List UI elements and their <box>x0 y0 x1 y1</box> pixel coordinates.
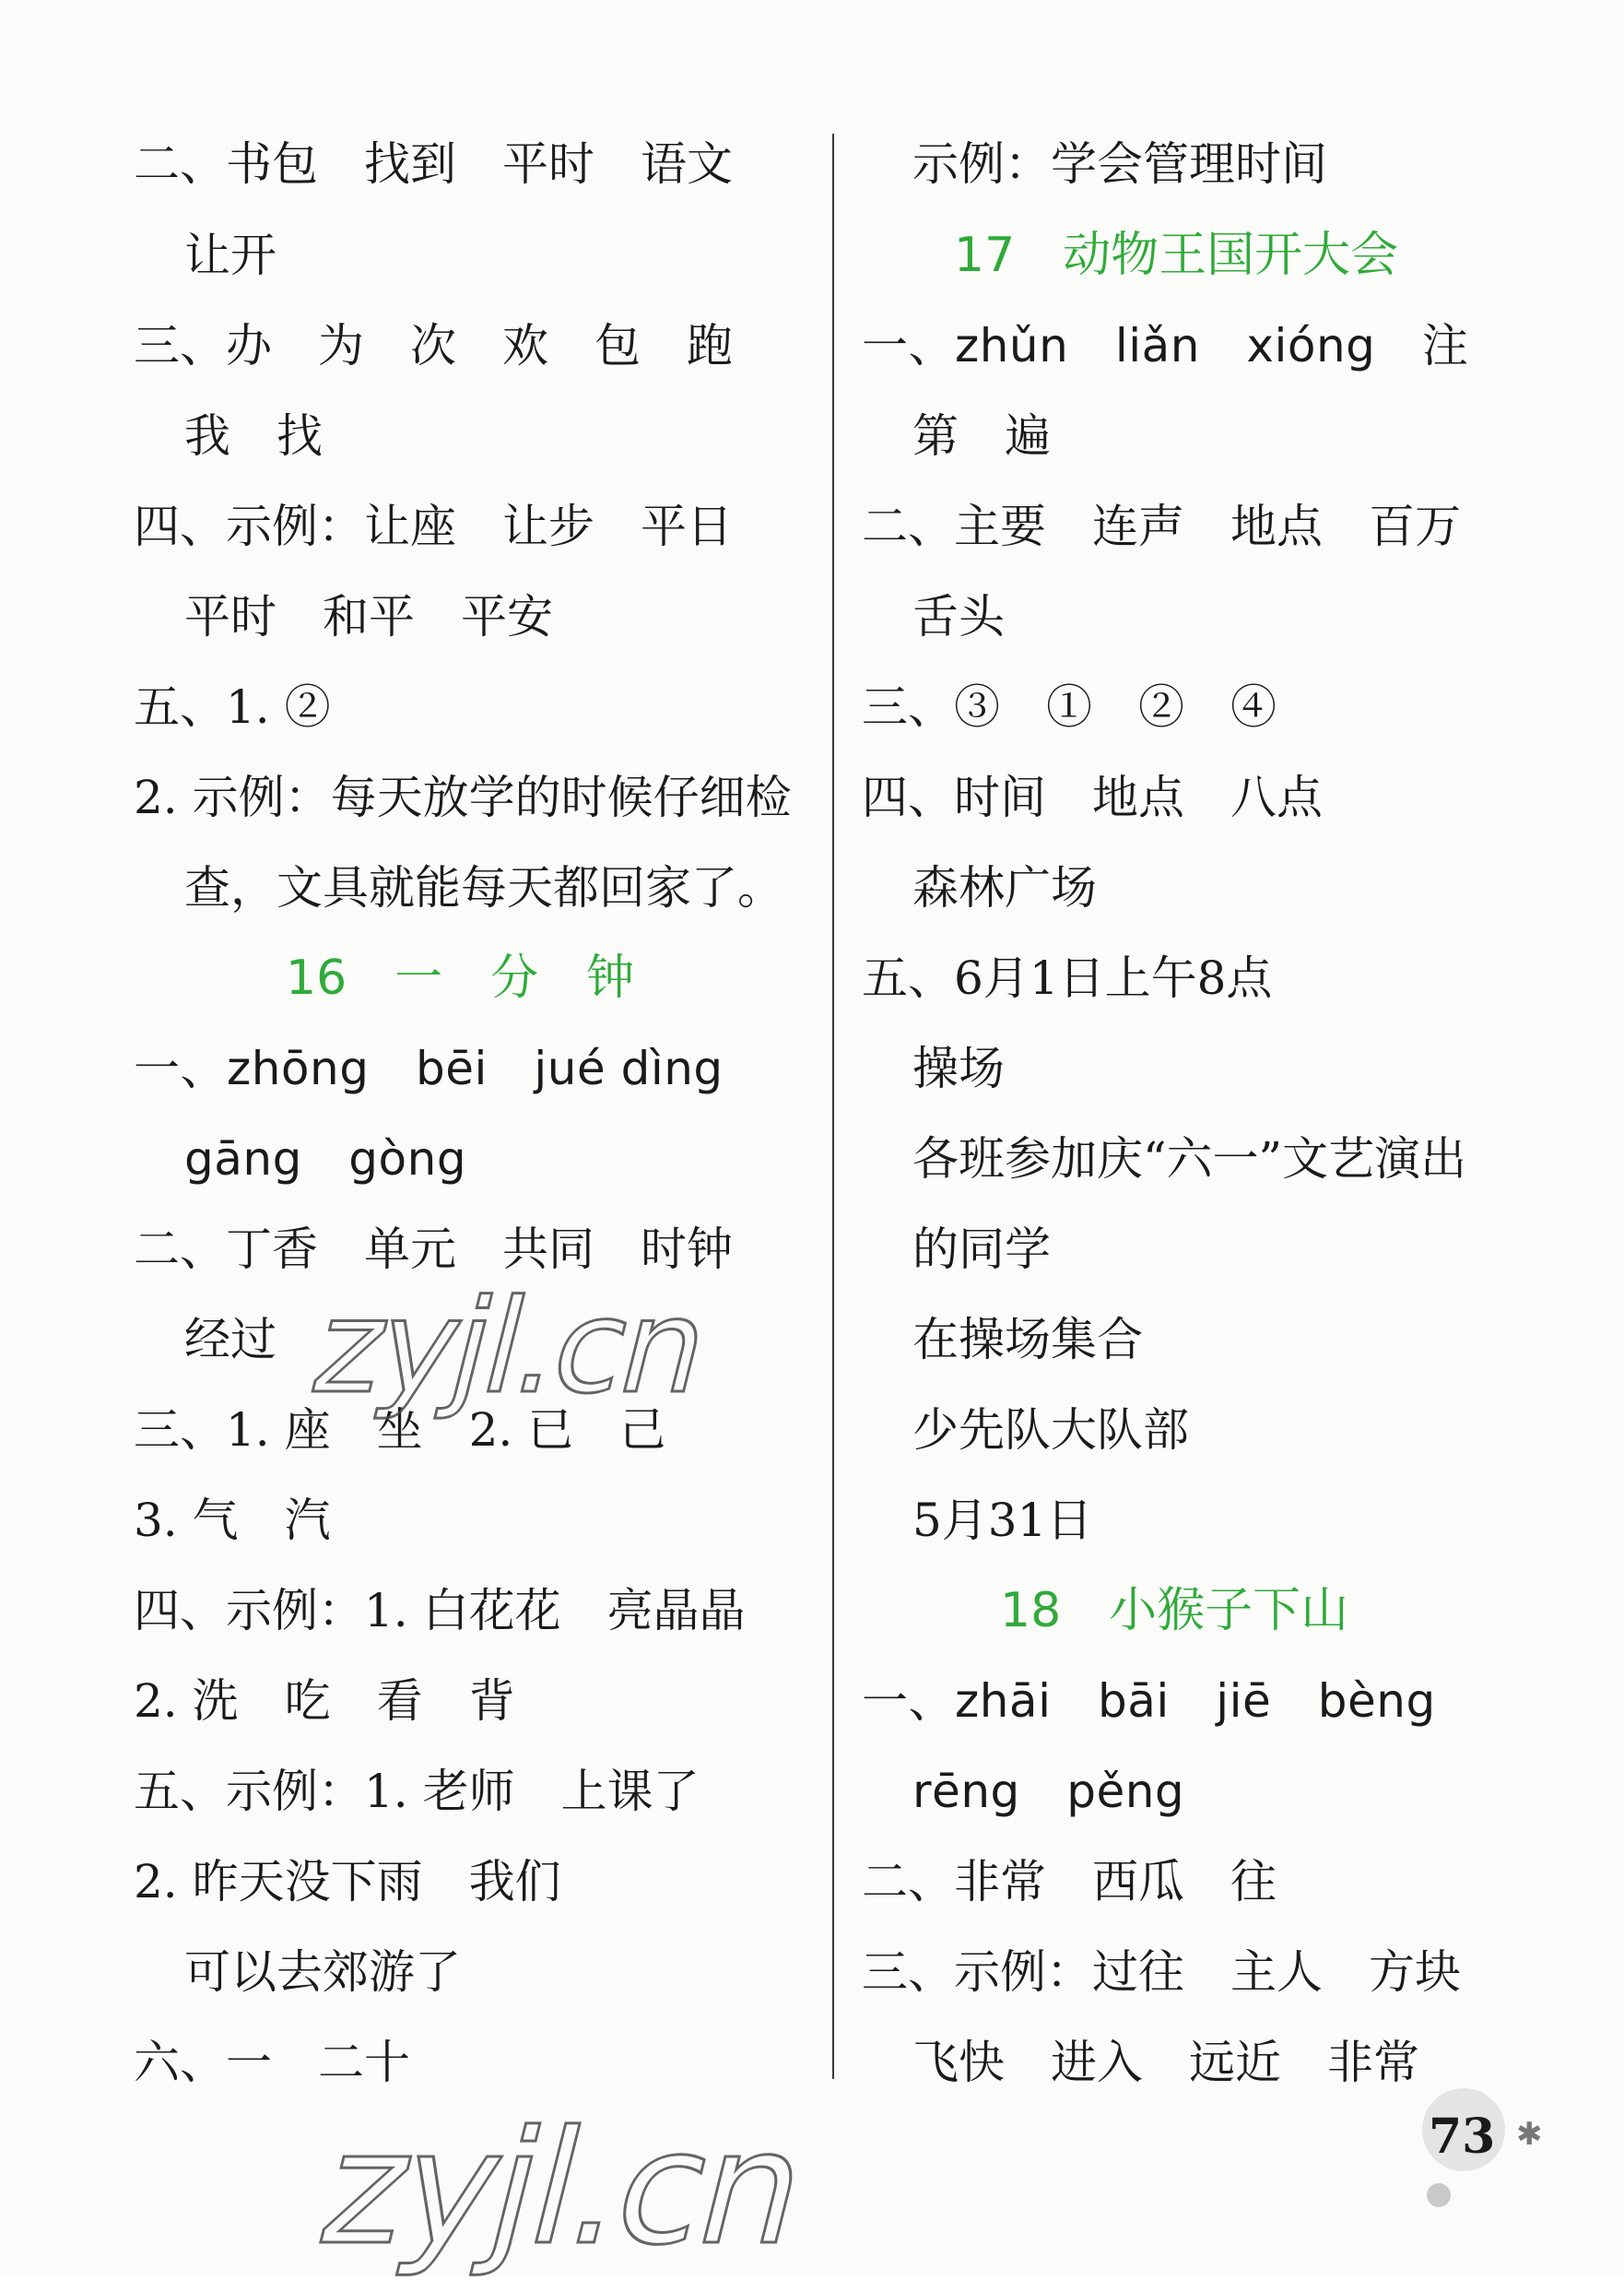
dot-icon <box>1427 2183 1451 2207</box>
answer-line: 三、办 为 次 欢 包 跑 <box>134 319 733 372</box>
answer-line: 2. 昨天没下雨 我们 <box>134 1855 561 1908</box>
answer-line: 2. 示例：每天放学的时候仔细检 <box>134 771 792 824</box>
answer-line: 四、示例：1. 白花花 亮晶晶 <box>134 1584 746 1637</box>
answer-line: 在操场集合 <box>912 1313 1143 1366</box>
star-icon: ✱ <box>1516 2116 1543 2153</box>
answer-line: 二、丁香 单元 共同 时钟 <box>134 1223 733 1276</box>
answer-line: 操场 <box>912 1042 1005 1095</box>
watermark-logo: zyjl.cn <box>299 1272 721 1423</box>
answer-line: 可以去郊游了 <box>184 1945 461 1999</box>
answer-line: 二、非常 西瓜 往 <box>862 1855 1277 1908</box>
answer-line: 五、示例：1. 老师 上课了 <box>134 1765 700 1818</box>
answer-line: 我 找 <box>184 409 323 463</box>
answer-line: 第 遍 <box>912 409 1051 463</box>
column-divider <box>832 134 834 2079</box>
watermark-logo: zyjl.cn <box>304 2097 822 2280</box>
answer-line: 2. 洗 吃 看 背 <box>134 1674 515 1728</box>
answer-line: 示例：学会管理时间 <box>912 137 1327 191</box>
page-number: 73 <box>1429 2109 1496 2165</box>
answer-line: gāng gòng <box>184 1132 467 1186</box>
answer-line: 的同学 <box>912 1223 1051 1276</box>
answer-line: 经过 <box>184 1313 277 1366</box>
answer-line: 舌头 <box>912 590 1005 644</box>
answer-line: 平时 和平 平安 <box>184 590 553 644</box>
answer-line: 一、zhōng bēi jué dìng <box>134 1042 724 1095</box>
answer-line: 三、③ ① ② ④ <box>862 680 1277 734</box>
lesson-heading: 16 一 分 钟 <box>286 951 635 1006</box>
answer-line: 三、示例：过往 主人 方块 <box>862 1945 1461 1999</box>
answer-line: 各班参加庆“六一”文艺演出 <box>912 1132 1467 1186</box>
answer-line: 森林广场 <box>912 861 1097 915</box>
answer-line: rēng pěng <box>912 1765 1185 1818</box>
answer-line: 少先队大队部 <box>912 1403 1189 1457</box>
answer-line: 四、示例：让座 让步 平日 <box>134 500 733 553</box>
answer-line: 飞快 进入 远近 非常 <box>912 2036 1419 2089</box>
answer-line: 三、1. 座 坐 2. 已 己 <box>134 1403 666 1457</box>
answer-line: 一、zhǔn liǎn xióng 注 <box>862 319 1469 372</box>
answer-line: 5月31日 <box>912 1494 1093 1547</box>
answer-line: 二、书包 找到 平时 语文 <box>134 137 733 191</box>
answer-line: 四、时间 地点 八点 <box>862 771 1323 824</box>
answer-line: 二、主要 连声 地点 百万 <box>862 500 1461 553</box>
lesson-heading: 18 小猴子下山 <box>1000 1583 1349 1638</box>
answer-line: 3. 气 汽 <box>134 1494 331 1547</box>
answer-line: 六、一 二十 <box>134 2036 410 2089</box>
lesson-heading: 17 动物王国开大会 <box>954 228 1399 283</box>
answer-line: 让开 <box>184 229 277 282</box>
answer-line: 五、6月1日上午8点 <box>862 951 1273 1005</box>
answer-line: 查，文具就能每天都回家了。 <box>184 861 783 915</box>
answer-line: 一、zhāi bāi jiē bèng <box>862 1674 1436 1728</box>
answer-line: 五、1. ② <box>134 680 331 734</box>
